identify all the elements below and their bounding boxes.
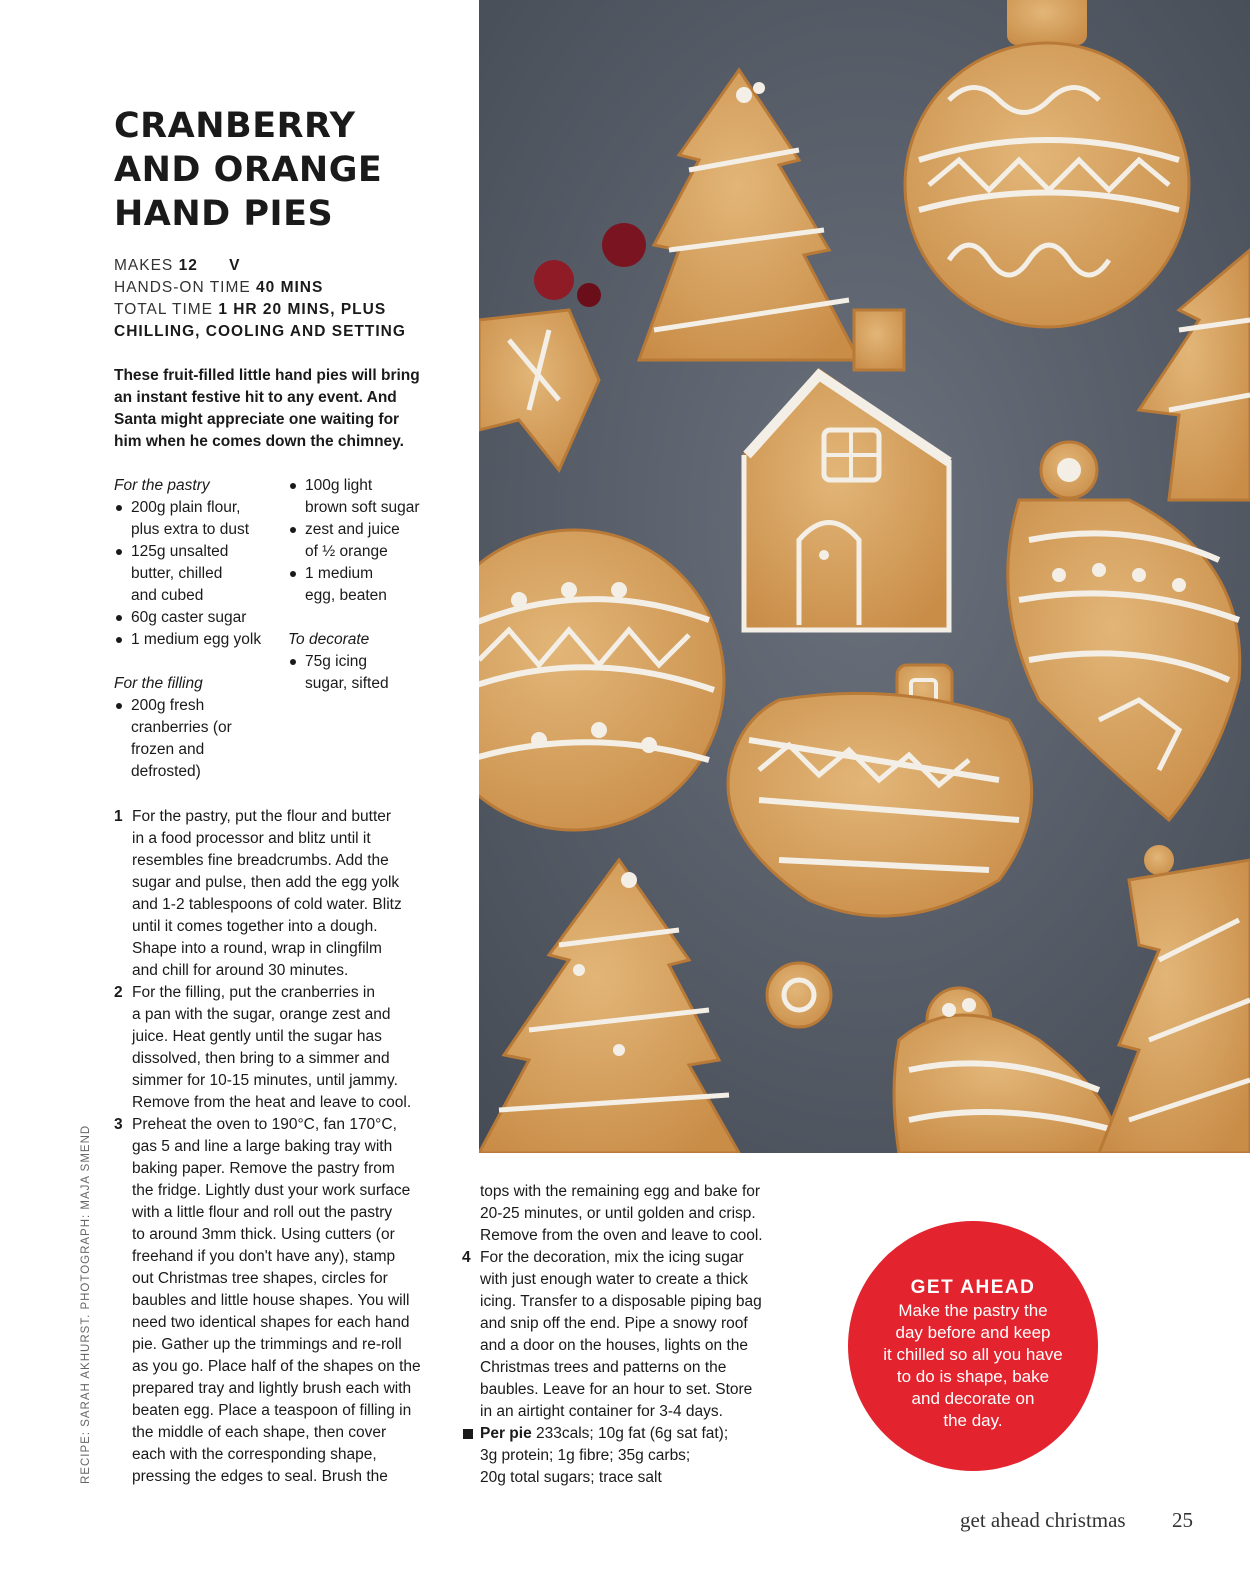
ingredient-line: butter, chilled (131, 565, 223, 582)
step-line: tops with the remaining egg and bake for (480, 1183, 761, 1200)
step-line: simmer for 10-15 minutes, until jammy. (132, 1072, 398, 1089)
ingredient-line: plus extra to dust (131, 521, 250, 538)
ingredient-item (114, 607, 284, 629)
get-ahead-title: GET AHEAD (910, 1277, 1036, 1298)
hand-pies-photo (479, 0, 1250, 1153)
step-line: and snip off the end. Pipe a snowy roof (480, 1315, 748, 1332)
get-ahead-line: the day. (943, 1411, 1003, 1430)
spacer (288, 607, 458, 629)
get-ahead-line: and decorate on (911, 1389, 1035, 1408)
step-line: each with the corresponding shape, (132, 1446, 377, 1463)
step-line: For the filling, put the cranberries in (132, 984, 375, 1001)
step-line: Shape into a round, wrap in clingfilm (132, 940, 382, 957)
vegetarian-badge: V (229, 257, 241, 274)
method-step-3-continued (462, 1181, 802, 1247)
ingredient-line: of ½ orange (305, 543, 388, 560)
title-line: CRANBERRY (114, 106, 356, 146)
method-step-1 (114, 806, 464, 982)
step-line: Remove from the heat and leave to cool. (132, 1094, 412, 1111)
nutrition-line: 3g protein; 1g fibre; 35g carbs; (480, 1447, 691, 1464)
step-line: in a food processor and blitz until it (132, 830, 371, 847)
step-line: dissolved, then bring to a simmer and (132, 1050, 390, 1067)
title-line: AND ORANGE (114, 150, 383, 190)
decorate-heading: To decorate (288, 631, 370, 648)
step-line: baubles. Leave for an hour to set. Store (480, 1381, 753, 1398)
ingredient-line: frozen and (131, 741, 205, 758)
ingredient-item (114, 541, 284, 607)
step-line: Remove from the oven and leave to cool. (480, 1227, 763, 1244)
total-time-value: 1 HR 20 MINS, PLUS (218, 301, 387, 318)
step-line: out Christmas tree shapes, circles for (132, 1270, 388, 1287)
ingredient-item (114, 497, 284, 541)
step-line: baking paper. Remove the pastry from (132, 1160, 395, 1177)
ingredient-line: 75g icing (305, 653, 368, 670)
step-line: Preheat the oven to 190°C, fan 170°C, (132, 1116, 397, 1133)
ingredient-item (114, 695, 284, 783)
step-line: icing. Transfer to a disposable piping bag (480, 1293, 762, 1310)
intro-line: These fruit-filled little hand pies will bring (114, 367, 420, 384)
photo-illustration (479, 0, 1250, 1153)
method-column-1 (114, 806, 464, 1488)
step-line: sugar and pulse, then add the egg yolk (132, 874, 400, 891)
get-ahead-line: day before and keep (895, 1323, 1051, 1342)
ingredient-line: 200g plain flour, (131, 499, 241, 516)
nutrition-label: Per pie (480, 1425, 532, 1442)
step-line: in an airtight container for 3-4 days. (480, 1403, 723, 1420)
intro-line: an instant festive hit to any event. And (114, 389, 397, 406)
makes-value: 12 (178, 257, 198, 274)
nutrition-info (462, 1423, 802, 1489)
ingredient-item (288, 651, 458, 695)
pastry-heading: For the pastry (114, 477, 210, 494)
page-number: 25 (1172, 1508, 1193, 1532)
ingredient-item (114, 629, 284, 651)
ingredient-line: 60g caster sugar (131, 609, 247, 626)
get-ahead-line: Make the pastry the (898, 1301, 1048, 1320)
method-step-4 (462, 1247, 802, 1423)
step-line: the middle of each shape, then cover (132, 1424, 387, 1441)
step-line: 20-25 minutes, or until golden and crisp. (480, 1205, 756, 1222)
step-line: to around 3mm thick. Using cutters (or (132, 1226, 395, 1243)
step-line: as you go. Place half of the shapes on the (132, 1358, 421, 1375)
step-line: and a door on the houses, lights on the (480, 1337, 749, 1354)
total-time-label: TOTAL TIME (114, 301, 213, 318)
nutrition-line (480, 1423, 802, 1445)
total-time-row (114, 299, 454, 321)
title-line: HAND PIES (114, 194, 334, 234)
step-number: 3 (114, 1116, 123, 1133)
step-line: juice. Heat gently until the sugar has (132, 1028, 382, 1045)
total-time-row-2 (114, 321, 454, 343)
makes-label: MAKES (114, 257, 174, 274)
get-ahead-line: to do is shape, bake (896, 1367, 1050, 1386)
ingredient-line: egg, beaten (305, 587, 387, 604)
ingredient-line: defrosted) (131, 763, 201, 780)
ingredient-line: sugar, sifted (305, 675, 389, 692)
ingredient-line: cranberries (or (131, 719, 232, 736)
hands-on-label: HANDS-ON TIME (114, 279, 251, 296)
get-ahead-badge (848, 1221, 1098, 1471)
step-line: gas 5 and line a large baking tray with (132, 1138, 393, 1155)
step-line: with just enough water to create a thick (480, 1271, 748, 1288)
ingredient-line: 100g light (305, 477, 373, 494)
step-line: For the decoration, mix the icing sugar (480, 1249, 744, 1266)
step-line: the fridge. Lightly dust your work surface (132, 1182, 411, 1199)
method-step-3 (114, 1114, 464, 1488)
step-line: until it comes together into a dough. (132, 918, 378, 935)
page-footer (960, 1508, 1200, 1538)
ingredient-line: 200g fresh (131, 697, 205, 714)
method-column-2 (462, 1181, 802, 1489)
step-line: and 1-2 tablespoons of cold water. Blitz (132, 896, 402, 913)
step-line: with a little flour and roll out the pastry (132, 1204, 393, 1221)
ingredients-column-2 (288, 475, 458, 695)
intro-line: him when he comes down the chimney. (114, 433, 404, 450)
step-line: need two identical shapes for each hand (132, 1314, 410, 1331)
nutrition-values: 233cals; 10g fat (6g sat fat); (531, 1425, 729, 1442)
step-number: 4 (462, 1249, 471, 1266)
recipe-title (114, 104, 454, 236)
intro-line: Santa might appreciate one waiting for (114, 411, 400, 428)
total-time-value-2: CHILLING, COOLING AND SETTING (114, 323, 406, 340)
step-line: pressing the edges to seal. Brush the (132, 1468, 388, 1485)
ingredient-line: 1 medium (305, 565, 374, 582)
ingredient-line: and cubed (131, 587, 204, 604)
recipe-intro (114, 365, 454, 453)
spacer (114, 651, 284, 673)
step-line: beaten egg. Place a teaspoon of filling in (132, 1402, 412, 1419)
ingredient-line: 1 medium egg yolk (131, 631, 262, 648)
ingredient-item (288, 563, 458, 607)
section-name: get ahead christmas (960, 1508, 1126, 1532)
hands-on-value: 40 MINS (256, 279, 324, 296)
hands-on-row (114, 277, 454, 299)
ingredient-item (288, 475, 458, 519)
step-line: Christmas trees and patterns on the (480, 1359, 727, 1376)
step-number: 1 (114, 808, 123, 825)
filling-heading: For the filling (114, 675, 203, 692)
recipe-meta (114, 255, 454, 343)
step-line: freehand if you don't have any), stamp (132, 1248, 396, 1265)
ingredient-line: 125g unsalted (131, 543, 229, 560)
step-line: baubles and little house shapes. You will (132, 1292, 410, 1309)
step-line: prepared tray and lightly brush each with (132, 1380, 412, 1397)
photo-credit: RECIPE: SARAH AKHURST. PHOTOGRAPH: MAJA SMEND (80, 1124, 92, 1484)
step-line: a pan with the sugar, orange zest and (132, 1006, 391, 1023)
square-bullet-icon (463, 1429, 473, 1439)
ingredient-item (288, 519, 458, 563)
step-number: 2 (114, 984, 123, 1001)
ingredient-line: brown soft sugar (305, 499, 420, 516)
ingredient-line: zest and juice (305, 521, 400, 538)
step-line: and chill for around 30 minutes. (132, 962, 349, 979)
step-line: pie. Gather up the trimmings and re-roll (132, 1336, 402, 1353)
step-line: For the pastry, put the flour and butter (132, 808, 392, 825)
get-ahead-line: it chilled so all you have (883, 1345, 1063, 1364)
method-step-2 (114, 982, 464, 1114)
step-line: resembles fine breadcrumbs. Add the (132, 852, 389, 869)
makes-row (114, 255, 454, 277)
ingredients-column-1 (114, 475, 284, 783)
nutrition-line: 20g total sugars; trace salt (480, 1469, 662, 1486)
